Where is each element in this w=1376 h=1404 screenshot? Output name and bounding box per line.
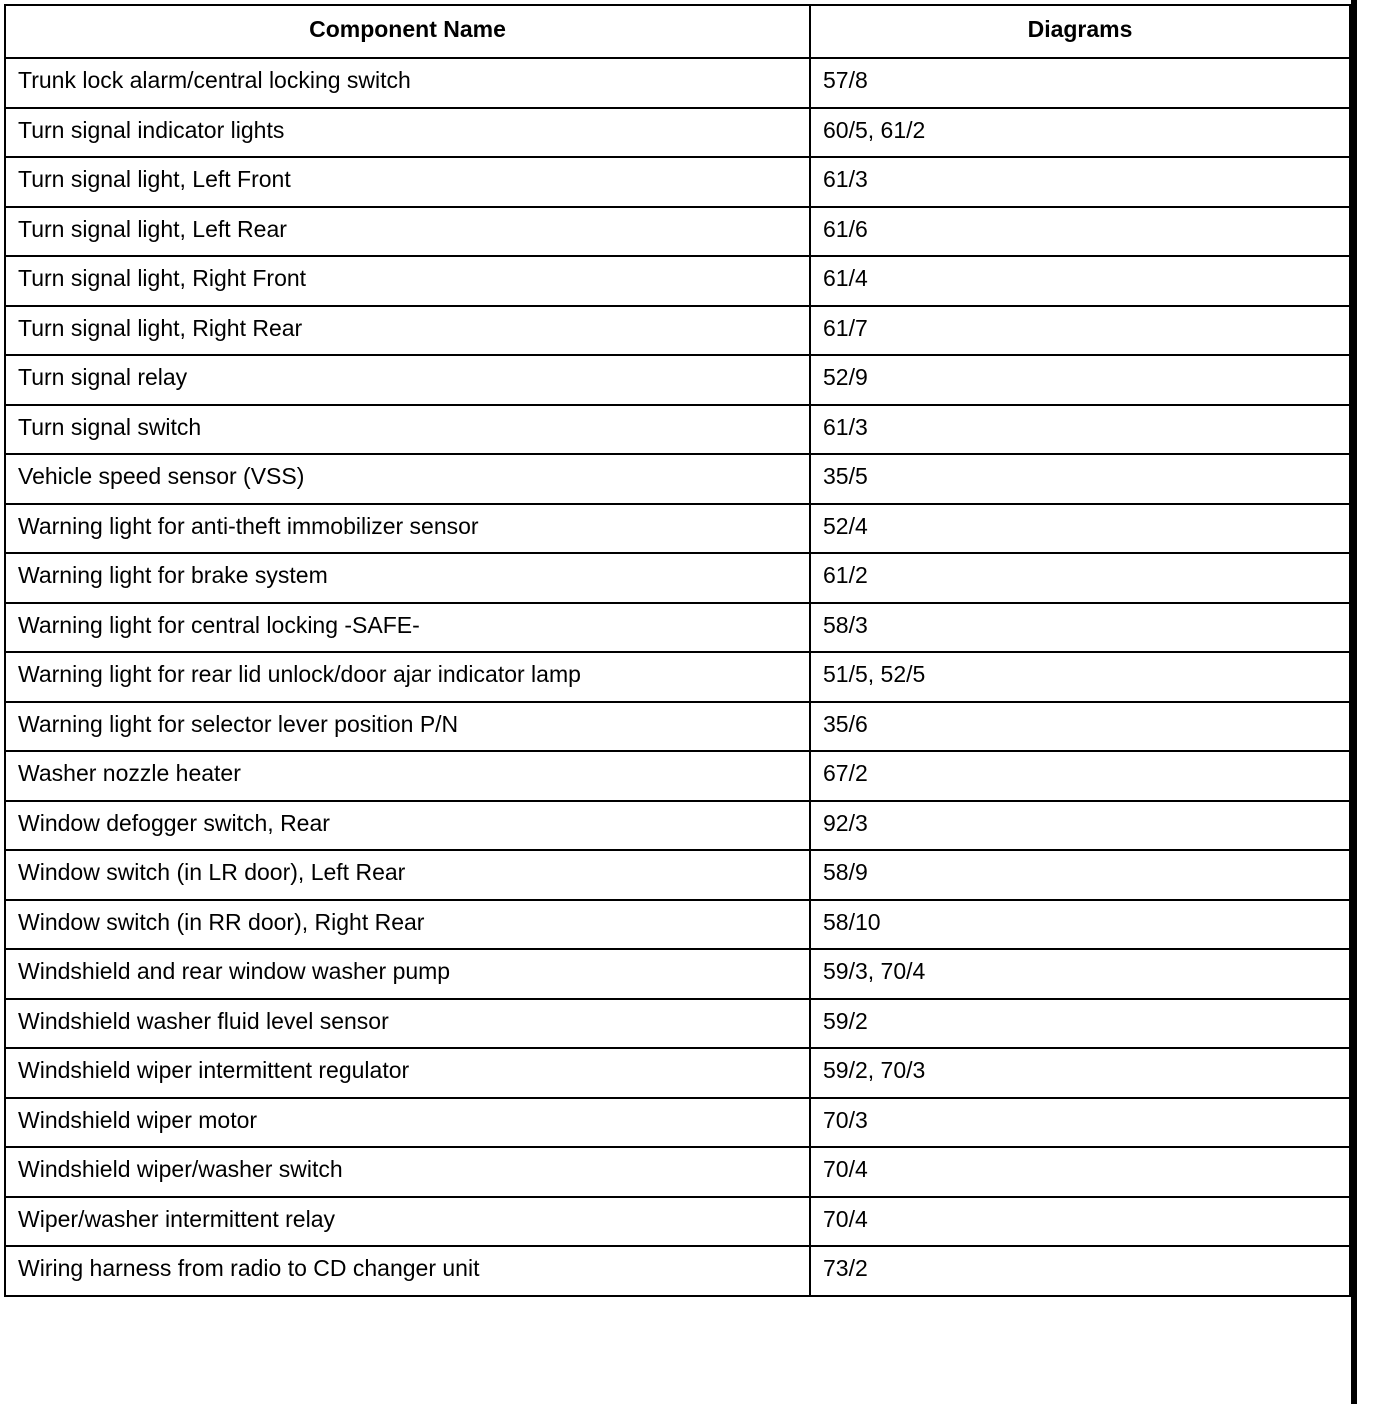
table-row (5, 1147, 1350, 1197)
table-row (5, 1048, 1350, 1098)
component-name-cell: Windshield wiper intermittent regulator (5, 1048, 810, 1098)
table-row (5, 108, 1350, 158)
diagrams-cell: 57/8 (810, 58, 1350, 108)
diagrams-cell: 52/4 (810, 504, 1350, 554)
table-row (5, 405, 1350, 455)
table-row (5, 157, 1350, 207)
table-row (5, 702, 1350, 752)
component-name-cell: Windshield washer fluid level sensor (5, 999, 810, 1049)
table-row (5, 306, 1350, 356)
table-header-row (5, 5, 1350, 58)
table-row (5, 553, 1350, 603)
diagrams-cell: 58/10 (810, 900, 1350, 950)
component-name-cell: Washer nozzle heater (5, 751, 810, 801)
component-name-cell: Trunk lock alarm/central locking switch (5, 58, 810, 108)
component-name-cell: Vehicle speed sensor (VSS) (5, 454, 810, 504)
component-name-cell: Turn signal relay (5, 355, 810, 405)
component-name-cell: Wiper/washer intermittent relay (5, 1197, 810, 1247)
diagrams-cell: 61/6 (810, 207, 1350, 257)
diagrams-cell: 70/3 (810, 1098, 1350, 1148)
component-name-cell: Turn signal light, Right Front (5, 256, 810, 306)
table-row (5, 900, 1350, 950)
component-table-container (4, 4, 1351, 1297)
component-name-cell: Warning light for brake system (5, 553, 810, 603)
component-name-cell: Turn signal light, Right Rear (5, 306, 810, 356)
header-component-name: Component Name (5, 5, 810, 58)
diagrams-cell: 51/5, 52/5 (810, 652, 1350, 702)
component-name-cell: Wiring harness from radio to CD changer unit (5, 1246, 810, 1296)
diagrams-cell: 73/2 (810, 1246, 1350, 1296)
diagrams-cell: 61/2 (810, 553, 1350, 603)
component-name-cell: Warning light for anti-theft immobilizer sensor (5, 504, 810, 554)
component-name-cell: Windshield wiper motor (5, 1098, 810, 1148)
component-name-cell: Turn signal light, Left Front (5, 157, 810, 207)
table-row (5, 58, 1350, 108)
diagrams-cell: 59/2, 70/3 (810, 1048, 1350, 1098)
table-row (5, 1197, 1350, 1247)
page-edge-bar (1351, 0, 1357, 1404)
diagrams-cell: 35/5 (810, 454, 1350, 504)
table-row (5, 999, 1350, 1049)
table-row (5, 256, 1350, 306)
diagrams-cell: 35/6 (810, 702, 1350, 752)
diagrams-cell: 59/2 (810, 999, 1350, 1049)
diagrams-cell: 61/3 (810, 157, 1350, 207)
diagrams-cell: 67/2 (810, 751, 1350, 801)
diagrams-cell: 58/9 (810, 850, 1350, 900)
table-row (5, 949, 1350, 999)
diagrams-cell: 92/3 (810, 801, 1350, 851)
component-name-cell: Warning light for selector lever position P/N (5, 702, 810, 752)
table-row (5, 355, 1350, 405)
diagrams-cell: 60/5, 61/2 (810, 108, 1350, 158)
diagrams-cell: 61/7 (810, 306, 1350, 356)
component-table (4, 4, 1351, 1297)
component-name-cell: Windshield and rear window washer pump (5, 949, 810, 999)
table-row (5, 801, 1350, 851)
component-name-cell: Warning light for rear lid unlock/door ajar indicator lamp (5, 652, 810, 702)
component-name-cell: Turn signal light, Left Rear (5, 207, 810, 257)
diagrams-cell: 58/3 (810, 603, 1350, 653)
component-name-cell: Windshield wiper/washer switch (5, 1147, 810, 1197)
component-name-cell: Turn signal switch (5, 405, 810, 455)
table-row (5, 850, 1350, 900)
table-row (5, 504, 1350, 554)
diagrams-cell: 59/3, 70/4 (810, 949, 1350, 999)
table-row (5, 603, 1350, 653)
diagrams-cell: 70/4 (810, 1197, 1350, 1247)
component-name-cell: Window switch (in LR door), Left Rear (5, 850, 810, 900)
table-row (5, 751, 1350, 801)
table-body (5, 58, 1350, 1296)
component-name-cell: Turn signal indicator lights (5, 108, 810, 158)
table-row (5, 1246, 1350, 1296)
diagrams-cell: 61/4 (810, 256, 1350, 306)
table-row (5, 1098, 1350, 1148)
table-row (5, 454, 1350, 504)
table-row (5, 207, 1350, 257)
diagrams-cell: 70/4 (810, 1147, 1350, 1197)
component-name-cell: Window switch (in RR door), Right Rear (5, 900, 810, 950)
diagrams-cell: 52/9 (810, 355, 1350, 405)
table-row (5, 652, 1350, 702)
component-name-cell: Warning light for central locking -SAFE- (5, 603, 810, 653)
component-name-cell: Window defogger switch, Rear (5, 801, 810, 851)
header-diagrams: Diagrams (810, 5, 1350, 58)
diagrams-cell: 61/3 (810, 405, 1350, 455)
